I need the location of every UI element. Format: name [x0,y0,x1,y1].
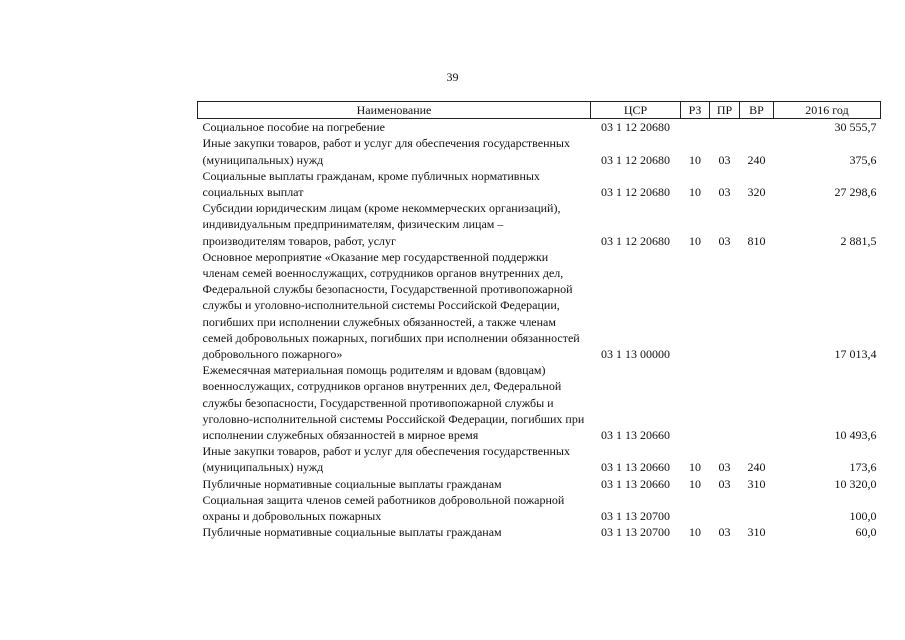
row-vr: 810 [747,233,766,248]
row-name: Иные закупки товаров, работ и услуг для обеспечения государственных (муниципальных) нужд [202,444,570,475]
row-amount: 173,6 [849,460,877,475]
table-row [198,249,881,362]
row-vr [740,119,774,136]
row-pr: 03 [718,185,731,200]
row-pr: 03 [718,525,731,540]
row-csr: 03 1 12 20680 [601,152,670,167]
table-row [198,443,881,475]
row-rz [681,362,710,443]
table-row [198,524,881,540]
row-pr: 03 [718,152,731,167]
table-header-row [198,102,881,119]
row-name: Публичные нормативные социальные выплаты гражданам [202,525,502,540]
row-csr: 03 1 13 20700 [601,509,670,524]
row-amount: 100,0 [849,509,877,524]
row-name: Ежемесячная материальная помощь родителям и вдовам (вдовцам) военнослужащих, сотрудников органов внутренних дел, Федеральной службы безопасности, Государственной противопожарной службы и уголовно-исполнительной системы Российской Федерации, погибших при исполнении служебных обязанностей в мирное время [202,363,585,443]
row-amount: 10 320,0 [834,476,877,491]
table-row [198,168,881,200]
row-csr: 03 1 13 20660 [601,460,670,475]
row-name: Основное мероприятие «Оказание мер государственной поддержки членам семей военнослужащих, сотрудников органов внутренних дел, Федеральной службы безопасности, Государственной противопожарной службы и уголовно-исполнительной системы Российской Федерации, погибших при исполнении служебных обязанностей, а также членам семей добровольных пожарных, погибших при исполнении обязанностей добровольного пожарного» [202,249,580,362]
row-rz: 10 [689,460,701,475]
row-pr: 03 [718,233,731,248]
row-rz: 10 [689,185,701,200]
row-amount: 375,6 [849,152,877,167]
table-row [198,135,881,167]
header-pr: ПР [710,102,740,119]
row-csr: 03 1 12 20680 [601,185,670,200]
header-vr: ВР [740,102,774,119]
row-rz [681,119,710,136]
row-csr: 03 1 12 20680 [601,120,670,135]
row-rz: 10 [689,233,701,248]
row-rz [681,249,710,362]
row-rz [681,492,710,524]
row-pr [710,119,740,136]
row-vr: 320 [747,185,766,200]
table-row [198,119,881,136]
row-vr: 310 [747,476,766,491]
row-csr: 03 1 12 20680 [601,233,670,248]
table-row [198,476,881,492]
row-pr: 03 [718,476,731,491]
row-rz: 10 [689,476,701,491]
row-vr [740,492,774,524]
row-pr [710,362,740,443]
row-name: Публичные нормативные социальные выплаты гражданам [202,476,502,491]
row-name: Социальное пособие на погребение [202,120,385,135]
row-vr: 240 [747,460,766,475]
header-csr: ЦСР [591,102,681,119]
row-csr: 03 1 13 20660 [601,428,670,443]
row-rz: 10 [689,152,701,167]
row-vr: 240 [747,152,766,167]
budget-table [197,101,881,540]
row-amount: 10 493,6 [834,428,877,443]
row-amount: 30 555,7 [834,120,877,135]
row-name: Социальные выплаты гражданам, кроме публичных нормативных социальных выплат [202,168,540,200]
row-csr: 03 1 13 20700 [601,525,670,540]
header-rz: РЗ [681,102,710,119]
table-row [198,492,881,524]
header-name: Наименование [198,102,591,119]
page-number: 39 [446,70,459,84]
row-name: Иные закупки товаров, работ и услуг для обеспечения государственных (муниципальных) нужд [202,136,570,167]
row-amount: 17 013,4 [834,347,877,362]
row-amount: 60,0 [855,525,877,540]
row-pr: 03 [718,460,731,475]
table-row [198,362,881,443]
row-name: Социальная защита членов семей работников добровольной пожарной охраны и добровольных пожарных [202,492,565,524]
row-vr [740,249,774,362]
row-amount: 27 298,6 [834,185,877,200]
row-csr: 03 1 13 00000 [601,347,670,362]
table-row [198,200,881,249]
row-pr [710,492,740,524]
row-vr [740,362,774,443]
row-name: Субсидии юридическим лицам (кроме некоммерческих организаций), индивидуальным предпринимателям, физическим лицам – производителям товаров, работ, услуг [202,201,561,248]
row-amount: 2 881,5 [840,233,877,248]
row-pr [710,249,740,362]
row-csr: 03 1 13 20660 [601,476,670,491]
row-vr: 310 [747,525,766,540]
row-rz: 10 [689,525,701,540]
header-year: 2016 год [774,102,881,119]
